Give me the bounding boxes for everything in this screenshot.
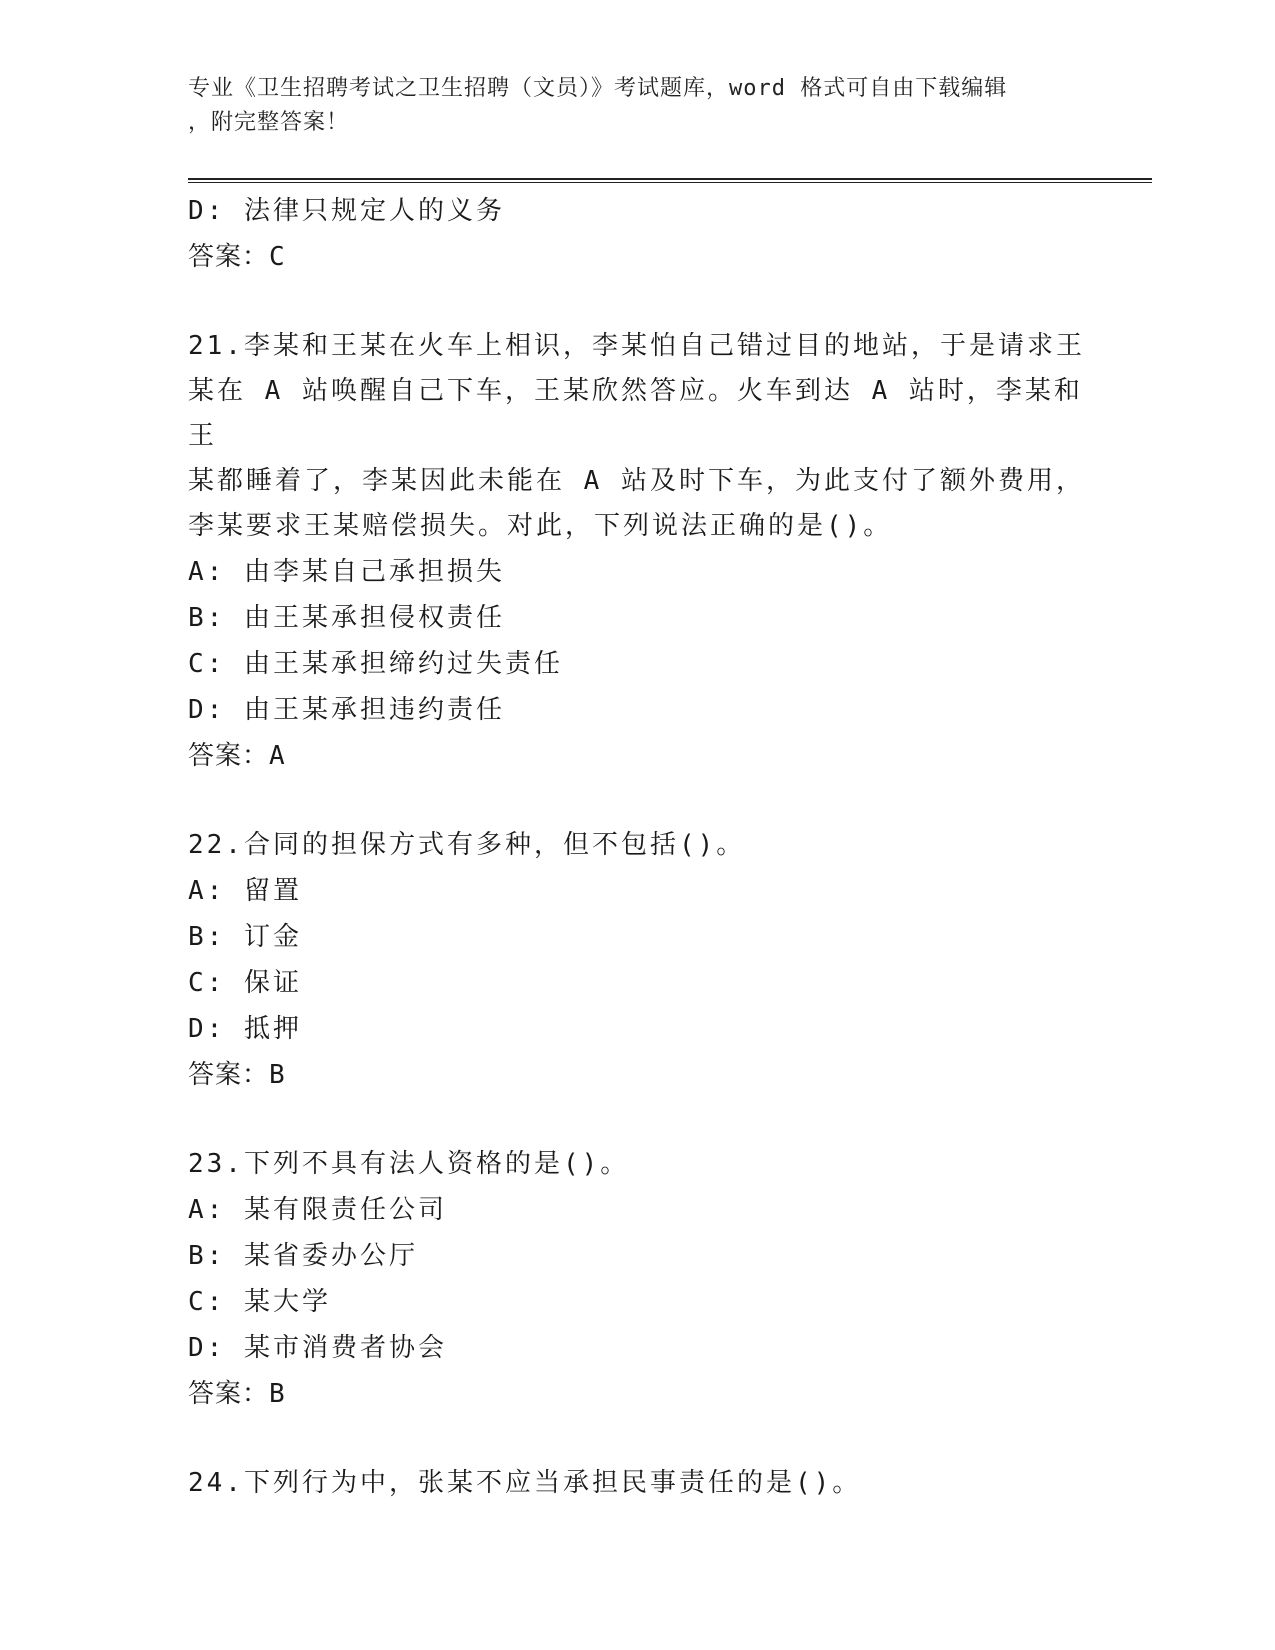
header-line-2: ，附完整答案！ [188, 110, 350, 135]
option-d: D: 抵押 [188, 1014, 302, 1044]
option-a: A: 某有限责任公司 [188, 1195, 447, 1225]
question-stem-line: 某都睡着了，李某因此未能在 A 站及时下车，为此支付了额外费用， [188, 466, 1085, 496]
question-23 [188, 1142, 1088, 1417]
option-d: D: 由王某承担违约责任 [188, 695, 505, 725]
option-c: C: 某大学 [188, 1287, 331, 1317]
question-stem-line: 24.下列行为中，张某不应当承担民事责任的是()。 [188, 1468, 862, 1498]
answer-value: B [269, 1379, 286, 1409]
question-22 [188, 823, 1088, 1098]
option-b: B: 订金 [188, 922, 302, 952]
answer-line [188, 234, 1088, 280]
header-line-1: 专业《卫生招聘考试之卫生招聘（文员）》考试题库，word 格式可自由下载编辑 [188, 76, 1008, 101]
question-stem-line: 21.李某和王某在火车上相识，李某怕自己错过目的地站，于是请求王 [188, 331, 1085, 361]
option-a: A: 留置 [188, 876, 302, 906]
answer-line [188, 1052, 1088, 1098]
option-d: D: 法律只规定人的义务 [188, 196, 505, 226]
answer-label: 答案： [188, 741, 270, 771]
answer-value: C [269, 242, 286, 272]
document-body [188, 188, 1088, 1506]
header-divider [188, 178, 1152, 183]
option-b: B: 某省委办公厅 [188, 1241, 418, 1271]
question-24 [188, 1461, 1088, 1506]
answer-line [188, 733, 1088, 779]
answer-value: A [269, 741, 286, 771]
answer-label: 答案： [188, 242, 270, 272]
question-stem-line: 李某要求王某赔偿损失。对此，下列说法正确的是()。 [188, 511, 893, 541]
previous-question-tail [188, 188, 1088, 280]
question-stem-line: 22.合同的担保方式有多种，但不包括()。 [188, 830, 746, 860]
question-stem-line: 23.下列不具有法人资格的是()。 [188, 1149, 630, 1179]
option-a: A: 由李某自己承担损失 [188, 557, 505, 587]
answer-value: B [269, 1060, 286, 1090]
page-header [188, 72, 1088, 140]
option-c: C: 由王某承担缔约过失责任 [188, 649, 563, 679]
answer-label: 答案： [188, 1379, 270, 1409]
option-c: C: 保证 [188, 968, 302, 998]
answer-label: 答案： [188, 1060, 270, 1090]
question-21 [188, 324, 1088, 779]
option-b: B: 由王某承担侵权责任 [188, 603, 505, 633]
question-stem-line: 某在 A 站唤醒自己下车，王某欣然答应。火车到达 A 站时，李某和王 [188, 376, 1083, 451]
answer-line [188, 1371, 1088, 1417]
option-d: D: 某市消费者协会 [188, 1333, 447, 1363]
